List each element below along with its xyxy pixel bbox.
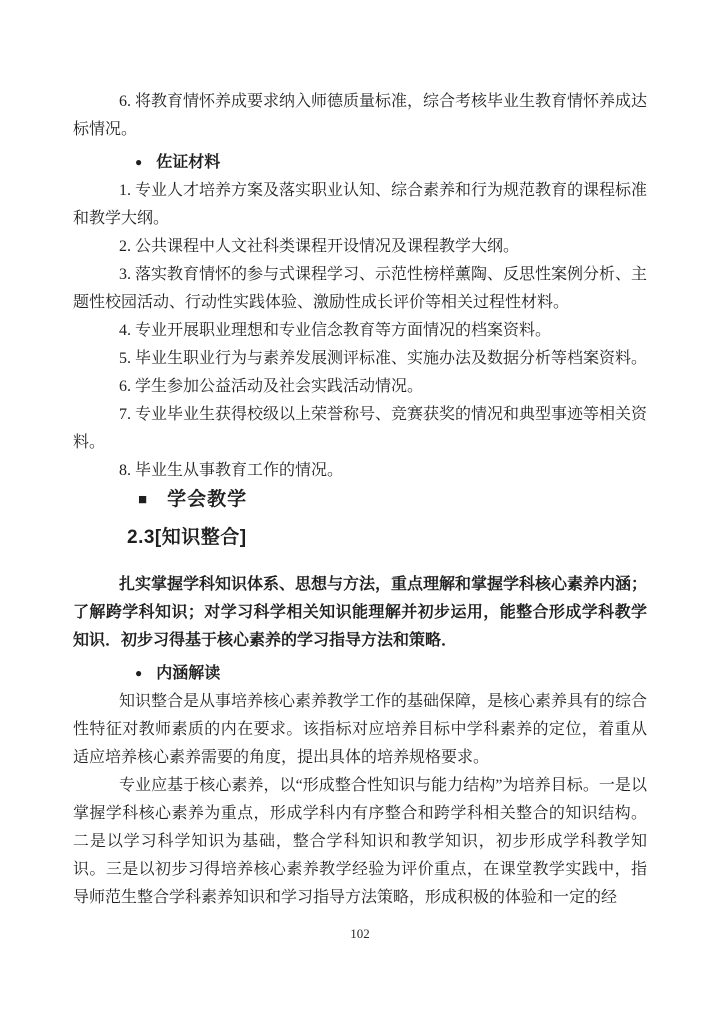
interpretation-paragraph-2: 专业应基于核心素养，以“形成整合性知识与能力结构”为培养目标。一是以掌握学科核心素养为重点，形成学科内有序整合和跨学科相关整合的知识结构。二是以学习科学知识为基础，整合学科知识和教学知识，初步形成学科教学知识。三是以初步习得培养核心素养教学经验为评价重点，在课堂教学实践中，指导师范生整合学科素养知识和学习指导方法策略，形成积极的体验和一定的经 xyxy=(73,777,647,906)
bullet-circle-icon: ● xyxy=(135,155,143,169)
evidence-item-8: 8. 毕业生从事教育工作的情况。 xyxy=(119,462,344,479)
evidence-item-4: 4. 专业开展职业理想和专业信念教育等方面情况的档案资料。 xyxy=(119,322,552,339)
bullet-circle-icon: ● xyxy=(135,666,143,680)
numbered-item-6: 6. 将教育情怀养成要求纳入师德质量标准，综合考核毕业生教育情怀养成达标情况。 xyxy=(73,93,648,138)
requirement-paragraph: 扎实掌握学科知识体系、思想与方法，重点理解和掌握学科核心素养内涵；了解跨学科知识；对学习科学相关知识能理解并初步运用，能整合形成学科教学知识．初步习得基于核心素养的学习指导方法和策略． xyxy=(73,576,648,649)
interpretation-label: 内涵解读 xyxy=(156,665,221,682)
evidence-item-7: 7. 专业毕业生获得校级以上荣誉称号、竞赛获奖的情况和典型事迹等相关资料。 xyxy=(73,406,648,451)
interpretation-paragraph-1: 知识整合是从事培养核心素养教学工作的基础保障，是核心素养具有的综合性特征对教师素质的内在要求。该指标对应培养目标中学科素养的定位，着重从适应培养核心素养需要的角度，提出具体的培养规格要求。 xyxy=(73,693,648,766)
evidence-item-3: 3. 落实教育情怀的参与式课程学习、示范性榜样薰陶、反思性案例分析、主题性校园活动、行动性实践体验、激励性成长评价等相关过程性材料。 xyxy=(73,266,648,311)
evidence-materials-label: 佐证材料 xyxy=(156,154,221,171)
interpretation-heading xyxy=(73,659,647,688)
learn-to-teach-label: 学会教学 xyxy=(167,489,248,510)
page-content xyxy=(73,88,647,912)
evidence-item-5: 5. 毕业生职业行为与素养发展测评标准、实施办法及数据分析等档案资料。 xyxy=(119,350,648,367)
subsection-heading-knowledge-integration: 2.3[知识整合] xyxy=(127,527,247,548)
bullet-square-icon: ■ xyxy=(138,491,148,508)
evidence-item-1: 1. 专业人才培养方案及落实职业认知、综合素养和行为规范教育的课程标准和教学大纲。 xyxy=(73,182,648,227)
learn-to-teach-heading xyxy=(73,485,647,515)
evidence-item-6: 6. 学生参加公益活动及社会实践活动情况。 xyxy=(119,378,424,395)
page-number: 102 xyxy=(350,926,370,941)
evidence-item-2: 2. 公共课程中人文社科类课程开设情况及课程教学大纲。 xyxy=(119,238,520,255)
evidence-materials-heading xyxy=(73,148,647,177)
